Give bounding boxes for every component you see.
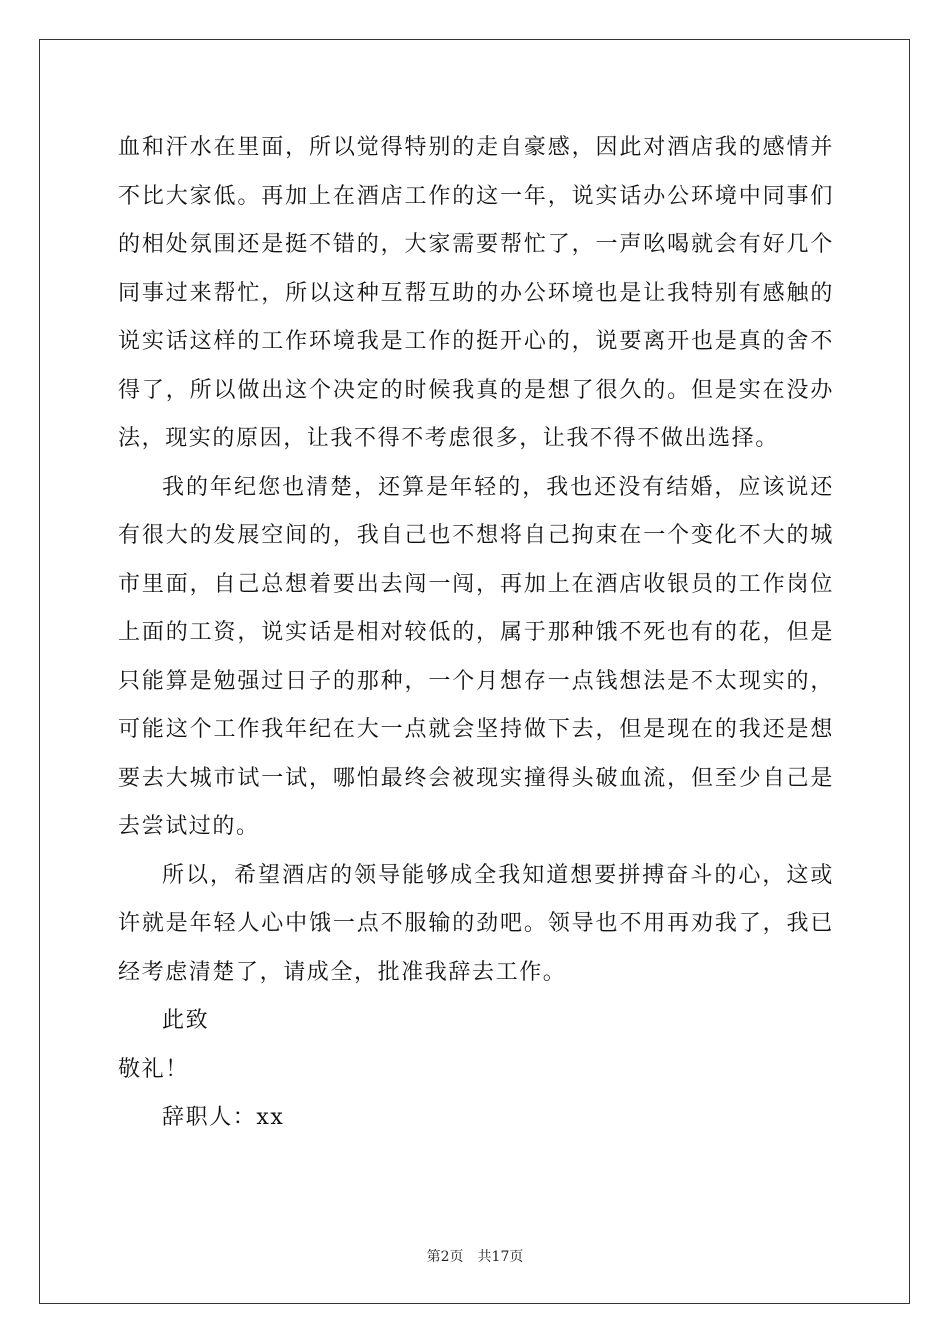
document-body <box>118 124 834 1143</box>
page-footer <box>0 1246 950 1266</box>
page-total: 共17页 <box>477 1249 524 1265</box>
paragraph-2: 我的年纪您也清楚，还算是年轻的，我也还没有结婚，应该说还有很大的发展空间的，我自己也不想将自己拘束在一个变化不大的城市里面，自己总想着要出去闯一闯，再加上在酒店收银员的工作岗位上面的工资，说实话是相对较低的，属于那种饿不死也有的花，但是只能算是勉强过日子的那种，一个月想存一点钱想法是不太现实的，可能这个工作我年纪在大一点就会坚持做下去，但是现在的我还是想要去大城市试一试，哪怕最终会被现实撞得头破血流，但至少自己是去尝试过的。 <box>118 474 834 839</box>
page-number: 第2页 <box>426 1249 464 1265</box>
closing-line: 此致 <box>162 1008 210 1033</box>
signature-line: 辞职人：xx <box>162 1105 285 1130</box>
salute-line: 敬礼！ <box>118 1056 189 1082</box>
paragraph-1: 血和汗水在里面，所以觉得特别的走自豪感，因此对酒店我的感情并不比大家低。再加上在酒店工作的这一年，说实话办公环境中同事们的相处氛围还是挺不错的，大家需要帮忙了，一声吆喝就会有好几个同事过来帮忙，所以这种互帮互助的办公环境也是让我特别有感触的说实话这样的工作环境我是工作的挺开心的，说要离开也是真的舍不得了，所以做出这个决定的时候我真的是想了很久的。但是实在没办法，现实的原因，让我不得不考虑很多，让我不得不做出选择。 <box>118 135 834 451</box>
paragraph-3: 所以，希望酒店的领导能够成全我知道想要拼搏奋斗的心，这或许就是年轻人心中饿一点不服输的劲吧。领导也不用再劝我了，我已经考虑清楚了，请成全，批准我辞去工作。 <box>118 862 834 985</box>
